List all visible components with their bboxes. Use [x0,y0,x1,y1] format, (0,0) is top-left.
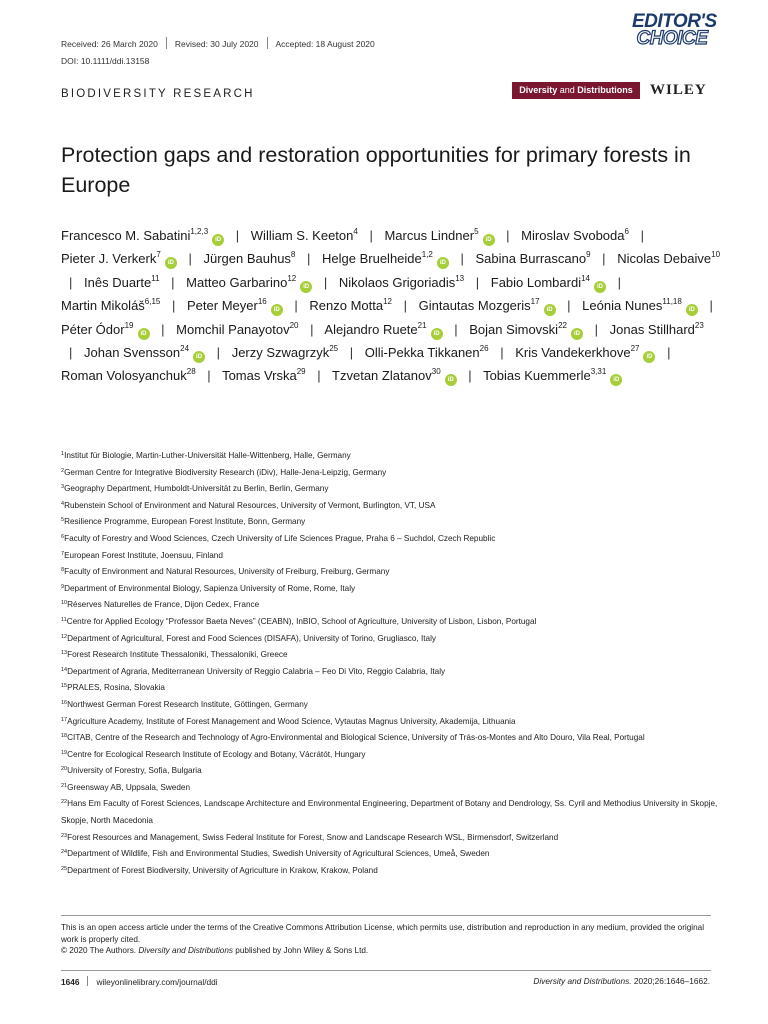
affiliation [61,664,721,681]
author [61,228,224,243]
author-name: Jerzy Szwagrzyk [231,345,330,361]
affiliation [61,830,721,847]
orcid-icon[interactable]: iD [483,234,495,246]
affiliation-number: 6 [61,533,65,540]
orcid-icon[interactable]: iD [437,257,449,269]
author-name: Miroslav Svoboda [521,228,625,243]
author-name: Helge Bruelheide [322,251,422,267]
author-affiliation-ref: 11 [151,273,160,283]
author-name: Pieter J. Verkerk [61,251,157,267]
affiliation [61,647,721,664]
affiliation-text: European Forest Institute, Joensuu, Finland [64,550,223,560]
journal-badge-part1: Diversity [519,85,558,95]
license-text: This is an open access article under the terms of the Creative Commons Attribution License, which permits use, distribution and reproduction in any medium, provided the original work is properly cited. [61,923,705,944]
author [483,368,622,383]
orcid-icon[interactable]: iD [300,281,312,293]
article-title: Protection gaps and restoration opportunities for primary forests in Europe [61,143,691,197]
copyright-line [61,945,721,957]
affiliation-number: 10 [61,600,68,607]
affiliation [61,631,721,648]
affiliation [61,564,721,581]
author [322,251,449,266]
author-separator: | [349,345,354,361]
author-name: Momchil Panayotov [176,321,290,337]
journal-badge[interactable] [512,82,640,99]
affiliation-number: 23 [61,832,68,839]
affiliation-number: 3 [61,484,65,491]
affiliation-text: Resilience Programme, European Forest Institute, Bonn, Germany [64,517,306,527]
author-name: Gintautas Mozgeris [418,298,531,314]
footer-left [61,976,218,987]
affiliation-text: Rubenstein School of Environment and Natural Resources, University of Vermont, Burlington, VT, USA [64,500,436,510]
author [419,298,556,313]
divider [61,915,711,916]
author-separator: | [171,274,175,290]
author-name: Roman Volosyanchuk [61,368,187,384]
affiliation [61,481,721,498]
orcid-icon[interactable]: iD [610,374,622,386]
author-name: Tobias Kuemmerle [483,368,591,384]
author [186,275,312,290]
affiliation-number: 8 [61,567,65,574]
author-affiliation-ref: 3,31 [590,367,607,377]
author-separator: | [506,228,510,243]
author [617,251,720,266]
orcid-icon[interactable]: iD [212,234,224,246]
author [610,322,704,337]
author [384,228,494,243]
author-name: Péter Ódor [61,321,125,337]
author-separator: | [468,368,472,384]
affiliation [61,531,721,548]
affiliation-text: Faculty of Forestry and Wood Sciences, Czech University of Life Sciences Prague, Praha 6 – Suchdol, Czech Republic [64,533,496,543]
author-separator: | [602,251,606,267]
author-affiliation-ref: 16 [257,297,267,307]
author-separator: | [207,368,211,384]
author-name: Nicolas Debaive [617,251,712,267]
author-name: Sabina Burrascano [475,251,587,267]
author [61,368,196,383]
affiliation-number: 22 [61,799,68,806]
author-affiliation-ref: 28 [186,367,196,377]
author [309,298,392,313]
author [521,228,629,243]
author-separator: | [294,298,298,314]
affiliation [61,514,721,531]
affiliation-number: 1 [61,451,65,457]
author-name: Kris Vandekerkhove [515,345,631,361]
editors-choice-line1: EDITOR'S [632,11,717,32]
author-separator: | [640,228,644,243]
citation-journal: Diversity and Distributions. [533,976,632,986]
author-separator: | [500,345,504,361]
revised-date: Revised: 30 July 2020 [174,39,259,49]
journal-badge-part3: Distributions [577,85,633,95]
affiliation-text: Greensway AB, Uppsala, Sweden [67,782,191,792]
affiliation-text: Réserves Naturelles de France, Dijon Cedex, France [67,600,260,610]
divider [87,976,88,986]
author-affiliation-ref: 19 [124,320,134,330]
orcid-icon[interactable]: iD [271,304,283,316]
affiliation-number: 17 [61,716,68,723]
affiliation-number: 24 [61,849,68,856]
orcid-icon[interactable]: iD [431,328,443,340]
author [232,345,338,360]
affiliation [61,714,721,731]
affiliation [61,780,721,797]
author-affiliation-ref: 6,15 [144,297,161,307]
author-affiliation-ref: 29 [296,367,306,377]
author [469,322,583,337]
affiliation-text: Forest Research Institute Thessaloniki, Thessaloniki, Greece [67,650,288,660]
section-label: BIODIVERSITY RESEARCH [61,88,255,100]
page-number: 1646 [61,977,80,987]
author-affiliation-ref: 30 [431,367,441,377]
author-separator: | [69,345,73,361]
affiliation [61,730,721,747]
affiliation-text: Institut für Biologie, Martin-Luther-Universität Halle-Wittenberg, Halle, Germany [64,451,351,460]
affiliation-number: 9 [61,583,65,590]
orcid-icon[interactable]: iD [643,351,655,363]
license-notice [61,922,721,957]
author-separator: | [567,298,571,314]
affiliation-number: 5 [61,517,65,524]
author-affiliation-ref: 26 [479,344,489,354]
author-name: Nikolaos Grigoriadis [338,274,456,290]
divider [61,970,711,971]
editors-choice-line2: CHOICE [636,28,708,49]
author-affiliation-ref: 12 [287,273,297,283]
affiliation-number: 25 [61,865,68,872]
author-affiliation-ref: 24 [180,344,190,354]
author-separator: | [161,321,165,337]
orcid-icon[interactable]: iD [686,304,698,316]
orcid-icon[interactable]: iD [571,328,583,340]
author-affiliation-ref: 1,2,3 [190,227,209,236]
affiliation-text: Centre for Ecological Research Institute of Ecology and Botany, Vácrátót, Hungary [67,749,366,759]
author [61,298,160,313]
publisher-logo[interactable]: WILEY [650,82,707,98]
affiliation-text: Hans Em Faculty of Forest Sciences, Landscape Architecture and Environmental Engineering, Department of Botany and Dendrology, Ss. Cyril and Methodius University in Skopje, Skopje, North Macedonia [61,799,718,826]
doi[interactable]: DOI: 10.1111/ddi.13158 [61,56,150,66]
author [222,368,306,383]
copyright-journal: Diversity and Distributions [138,946,234,956]
affiliation-number: 21 [61,782,68,789]
author-name: Leónia Nunes [582,298,663,314]
citation [460,976,710,986]
author [176,322,298,337]
author-affiliation-ref: 12 [383,297,392,307]
affiliation [61,846,721,863]
author-separator: | [617,274,622,290]
author [365,345,489,360]
orcid-icon[interactable]: iD [445,374,457,386]
affiliation-text: Faculty of Environment and Natural Resources, University of Freiburg, Freiburg, Germany [64,567,390,577]
journal-url[interactable]: wileyonlinelibrary.com/journal/ddi [96,977,218,987]
author [61,251,177,266]
author [332,368,457,383]
author-affiliation-ref: 22 [558,320,567,330]
author-name: Tomas Vrska [222,368,297,384]
author-affiliation-ref: 21 [417,320,427,330]
affiliation [61,747,721,764]
author-affiliation-ref: 17 [530,297,540,307]
author-name: Alejandro Ruete [324,321,418,337]
orcid-icon[interactable]: iD [594,281,606,293]
author-affiliation-ref: 7 [156,250,161,260]
author-separator: | [369,228,373,243]
author-separator: | [709,298,713,314]
citation-details: 2020;26:1646–1662. [631,976,710,986]
author-name: Martin Mikoláš [61,298,145,314]
affiliation [61,448,721,465]
copyright-prefix: © 2020 The Authors. [61,946,139,956]
affiliation [61,614,721,631]
author-separator: | [454,321,458,337]
affiliation-number: 16 [61,699,68,706]
affiliation-number: 19 [61,749,68,756]
author [84,345,205,360]
author [61,322,150,337]
author-separator: | [172,298,176,314]
author-separator: | [188,251,192,267]
affiliation [61,697,721,714]
author-name: Inês Duarte [84,274,152,290]
author-separator: | [594,321,598,337]
affiliation-text: German Centre for Integrative Biodiversity Research (iDiv), Halle-Jena-Leipzig, Germany [64,467,387,477]
author-affiliation-ref: 11,18 [662,297,682,307]
affiliation-text: Forest Resources and Management, Swiss Federal Institute for Forest, Snow and Landscape Research WSL, Birmensdorf, Switzerland [67,832,559,842]
author-affiliation-ref: 5 [474,227,479,236]
article-dates [61,37,375,49]
author-list [61,224,721,388]
author [251,228,358,243]
author-name: Olli-Pekka Tikkanen [364,345,480,361]
author [84,275,160,290]
author-separator: | [310,321,314,337]
author-affiliation-ref: 10 [711,250,721,260]
affiliation-number: 11 [61,616,67,623]
author-affiliation-ref: 8 [290,250,296,260]
author [324,322,442,337]
orcid-icon[interactable]: iD [544,304,556,316]
affiliation [61,863,721,880]
affiliation-number: 13 [61,650,68,657]
editors-choice-logo [632,11,717,49]
divider [166,37,167,49]
affiliation-list [61,448,721,879]
affiliation [61,548,721,565]
author-affiliation-ref: 27 [630,344,640,354]
copyright-suffix: published by John Wiley & Sons Ltd. [233,946,369,956]
author-affiliation-ref: 13 [455,273,465,283]
author-affiliation-ref: 23 [694,320,704,330]
author [187,298,283,313]
author [203,251,295,266]
author-separator: | [216,345,221,361]
received-date: Received: 26 March 2020 [61,39,158,49]
author-name: Johan Svensson [84,345,181,361]
affiliation [61,763,721,780]
affiliation-text: PRALES, Rosina, Slovakia [67,683,165,693]
affiliation-text: Department of Agricultural, Forest and Food Sciences (DISAFA), University of Torino, Grugliasco, Italy [67,633,437,643]
author-name: Matteo Garbarino [186,274,288,290]
author-affiliation-ref: 9 [586,250,591,260]
affiliation [61,465,721,482]
orcid-icon[interactable]: iD [138,328,150,340]
affiliation-number: 2 [61,467,65,474]
journal-badge-part2: and [557,85,578,95]
author-name: William S. Keeton [250,228,354,243]
author-name: Jürgen Bauhus [203,251,291,267]
author-separator: | [460,251,464,267]
affiliation-text: Department of Wildlife, Fish and Environmental Studies, Swedish University of Agricultural Sciences, Umeå, Sweden [67,849,490,859]
author-name: Bojan Simovski [469,321,559,337]
author [339,275,464,290]
author-affiliation-ref: 25 [329,344,339,354]
affiliation [61,597,721,614]
author-separator: | [323,274,328,290]
author-name: Peter Meyer [187,298,258,314]
author-affiliation-ref: 1,2 [421,250,433,260]
affiliation-number: 12 [61,633,68,640]
affiliation-text: CITAB, Centre of the Research and Technology of Agro-Environmental and Biological Science, University of Trás-os-Montes and Alto Douro, Vila Real, Portugal [67,733,645,743]
affiliation [61,680,721,697]
author-name: Tzvetan Zlatanov [332,368,432,384]
affiliation-text: University of Forestry, Sofia, Bulgaria [67,766,202,776]
author-name: Fabio Lombardi [490,274,582,290]
author [515,345,655,360]
affiliation-number: 20 [61,766,68,773]
orcid-icon[interactable]: iD [165,257,177,269]
author-name: Francesco M. Sabatini [61,228,191,243]
affiliation-text: Geography Department, Humboldt-Universität zu Berlin, Berlin, Germany [64,484,329,494]
divider [267,37,268,49]
affiliation-text: Department of Environmental Biology, Sapienza University of Rome, Rome, Italy [64,583,356,593]
affiliation-number: 4 [61,500,65,507]
affiliation [61,498,721,515]
affiliation-number: 15 [61,683,68,690]
accepted-date: Accepted: 18 August 2020 [275,39,375,49]
author-affiliation-ref: 14 [581,273,590,283]
author-affiliation-ref: 4 [353,227,358,236]
author [582,298,698,313]
author-separator: | [403,298,407,314]
affiliation-number: 18 [61,733,68,740]
author-separator: | [307,251,311,267]
affiliation-text: Department of Forest Biodiversity, University of Agriculture in Krakow, Krakow, Poland [67,865,378,875]
author-separator: | [475,274,480,290]
author-name: Renzo Motta [309,298,384,314]
author-name: Jonas Stillhard [609,321,695,337]
affiliation-text: Northwest German Forest Research Institute, Göttingen, Germany [67,699,308,709]
author-affiliation-ref: 20 [289,320,299,330]
affiliation-number: 7 [61,550,65,557]
author-separator: | [69,274,73,290]
author-separator: | [235,228,240,243]
affiliation-text: Agriculture Academy, Institute of Forest Management and Wood Science, Vytautas Magnus University, Akademija, Lithuania [67,716,516,726]
affiliation [61,581,721,598]
author-separator: | [317,368,321,384]
affiliation-text: Centre for Applied Ecology “Professor Baeta Neves” (CEABN), InBIO, School of Agriculture, University of Lisbon, Lisbon, Portugal [66,616,537,626]
author-name: Marcus Lindner [384,228,475,243]
affiliation [61,796,721,829]
affiliation-text: Department of Agraria, Mediterranean University of Reggio Calabria – Feo Di Vito, Reggio Calabria, Italy [67,666,446,676]
orcid-icon[interactable]: iD [193,351,205,363]
author-separator: | [667,345,671,361]
author-affiliation-ref: 6 [624,227,629,236]
affiliation-number: 14 [61,666,68,673]
author [491,275,606,290]
author [476,251,591,266]
